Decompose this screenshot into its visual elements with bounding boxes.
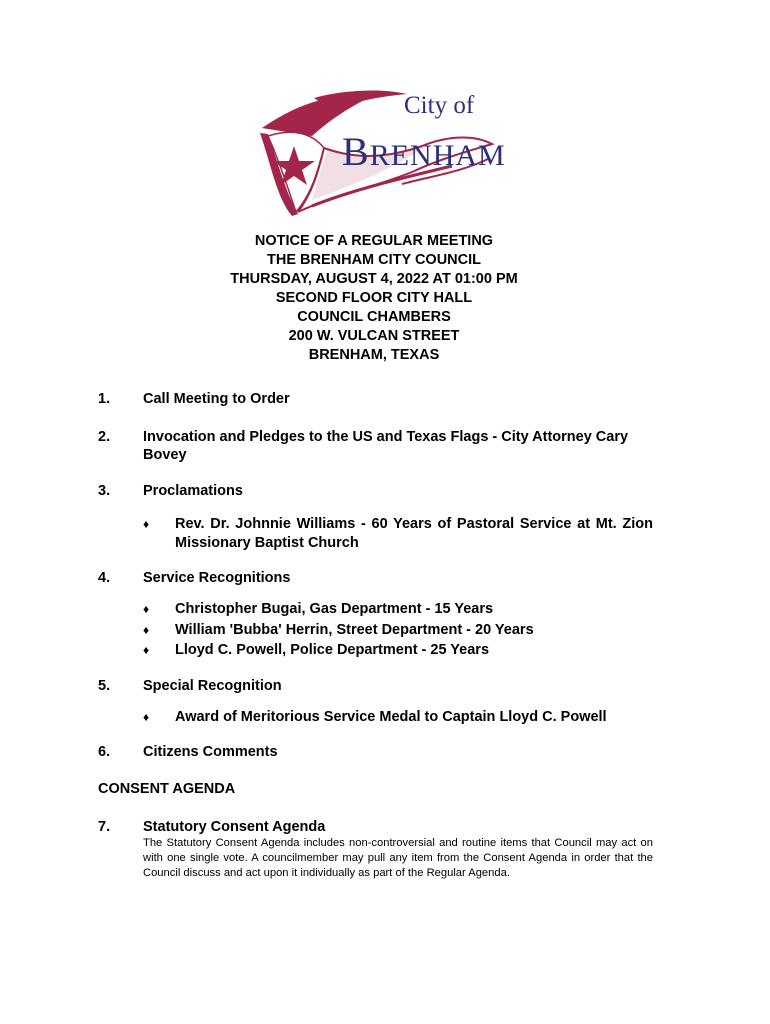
item-title: Special Recognition <box>143 678 282 694</box>
header-line: NOTICE OF A REGULAR MEETING <box>254 233 494 249</box>
bullet-text: Award of Meritorious Service Medal to Captain Lloyd C. Powell <box>175 709 607 725</box>
city-logo <box>252 88 506 220</box>
item-title: Statutory Consent Agenda <box>143 819 326 835</box>
meeting-notice-header <box>0 232 748 365</box>
header-line: SECOND FLOOR CITY HALL <box>275 290 473 306</box>
logo-city-of: City of <box>404 92 475 119</box>
item-number: 3. <box>98 483 111 499</box>
header-line: BRENHAM, TEXAS <box>308 347 440 363</box>
bullet-text: Lloyd C. Powell, Police Department - 25 Years <box>175 642 490 658</box>
item-title: Service Recognitions <box>143 570 291 586</box>
header-line: COUNCIL CHAMBERS <box>297 309 451 325</box>
item-title: Proclamations <box>143 483 243 499</box>
item-title: Citizens Comments <box>143 744 278 760</box>
header-line: THE BRENHAM CITY COUNCIL <box>266 252 481 268</box>
item-number: 6. <box>98 744 111 760</box>
consent-description: The Statutory Consent Agenda includes non-controversial and routine items that Council may act on with one single vote. A councilmember may pull any item from the Consent Agenda in order that the Council discuss and act upon it individually as part of the Regular Agenda. <box>143 837 653 879</box>
diamond-bullet-icon: ♦ <box>143 517 150 531</box>
item-number: 5. <box>98 678 111 694</box>
item-number: 4. <box>98 570 111 586</box>
item-title: Call Meeting to Order <box>143 391 290 407</box>
diamond-bullet-icon: ♦ <box>143 602 150 616</box>
item-title: Invocation and Pledges to the US and Texas Flags - City Attorney Cary Bovey <box>143 429 629 463</box>
diamond-bullet-icon: ♦ <box>143 643 150 657</box>
bullet-text: Rev. Dr. Johnnie Williams - 60 Years of Pastoral Service at Mt. Zion Missionary Baptist Church <box>175 516 653 551</box>
diamond-bullet-icon: ♦ <box>143 710 150 724</box>
item-number: 1. <box>98 391 111 407</box>
header-line: THURSDAY, AUGUST 4, 2022 AT 01:00 PM <box>230 271 518 287</box>
bullet-text: William 'Bubba' Herrin, Street Department - 20 Years <box>175 622 534 638</box>
bullet-text: Christopher Bugai, Gas Department - 15 Years <box>175 601 494 617</box>
consent-agenda-heading: CONSENT AGENDA <box>98 781 236 797</box>
header-line: 200 W. VULCAN STREET <box>288 328 460 344</box>
logo-brenham: BRENHAM <box>342 129 506 174</box>
item-number: 7. <box>98 819 111 835</box>
item-number: 2. <box>98 429 111 445</box>
diamond-bullet-icon: ♦ <box>143 623 150 637</box>
